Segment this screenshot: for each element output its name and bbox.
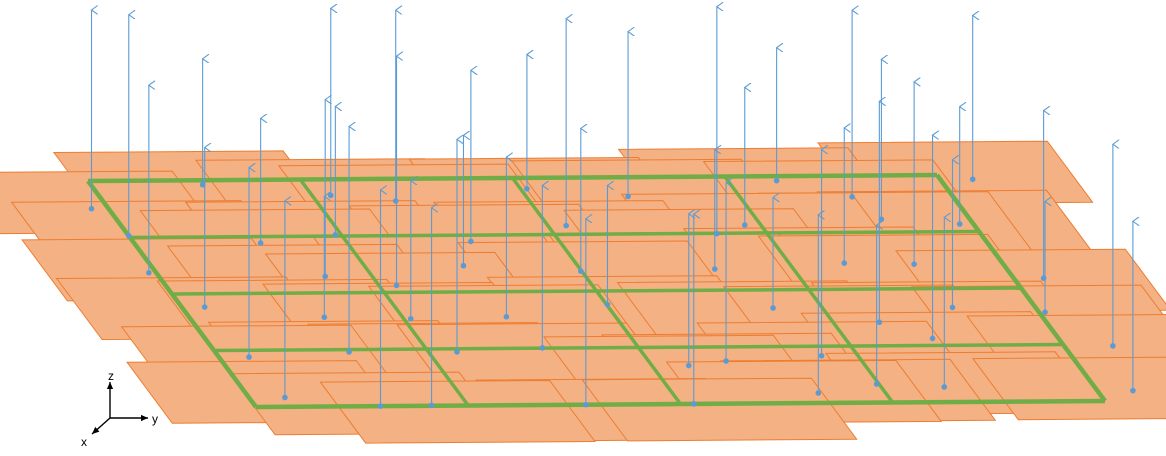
vector-origin-dot (126, 233, 132, 239)
vector-origin-dot (819, 353, 825, 359)
vector-origin-dot (468, 239, 474, 245)
vector-origin-dot (723, 358, 729, 364)
vector-origin-dot (686, 363, 692, 369)
vector-origin-dot (742, 222, 748, 228)
vector-origin-dot (394, 283, 400, 289)
vector-origin-dot (930, 336, 936, 342)
vector-origin-dot (146, 270, 152, 276)
vector-origin-dot (322, 274, 328, 280)
vector-origin-dot (625, 194, 631, 200)
vector-origin-dot (583, 402, 589, 408)
vector-origin-dot (333, 232, 339, 238)
vector-origin-dot (1042, 309, 1048, 315)
vector-origin-dot (691, 401, 697, 407)
vector-origin-dot (942, 384, 948, 390)
vector-origin-dot (815, 390, 821, 396)
vector-origin-dot (393, 198, 399, 204)
vector-origin-dot (712, 266, 718, 272)
vector-origin-dot (578, 268, 584, 274)
vector-origin-dot (841, 260, 847, 266)
vector-origin-dot (89, 206, 95, 212)
vector-origin-dot (605, 302, 611, 308)
vector-origin-dot (849, 194, 855, 200)
vector-origin-dot (874, 381, 880, 387)
vector-origin-dot (408, 316, 414, 322)
vector-origin-dot (950, 305, 956, 311)
vector-origin-dot (1110, 343, 1116, 349)
vector-origin-dot (540, 345, 546, 351)
vector-origin-dot (911, 261, 917, 267)
vector-origin-dot (563, 223, 569, 229)
tile-panel (582, 378, 857, 441)
vector-origin-dot (454, 349, 460, 355)
vector-origin-dot (378, 403, 384, 409)
vector-origin-dot (346, 349, 352, 355)
x-axis-label: x (81, 435, 87, 449)
vector-origin-dot (461, 263, 467, 269)
x-axis-arrow (92, 418, 110, 434)
vector-origin-dot (282, 395, 288, 401)
vector-origin-dot (258, 240, 264, 246)
vector-origin-dot (770, 305, 776, 311)
vector-origin-dot (328, 193, 334, 199)
vector-origin-dot (246, 354, 252, 360)
y-axis-label: y (152, 412, 158, 426)
vector-origin-dot (970, 176, 976, 182)
vector-origin-dot (322, 314, 328, 320)
vector-origin-dot (877, 319, 883, 325)
vector-origin-dot (774, 178, 780, 184)
vector-origin-dot (1130, 388, 1136, 394)
vector-origin-dot (429, 402, 435, 408)
vector-origin-dot (504, 314, 510, 320)
z-axis-label: z (108, 369, 114, 383)
vector-origin-dot (957, 221, 963, 227)
vector-origin-dot (524, 186, 530, 192)
vector-origin-dot (202, 304, 208, 310)
